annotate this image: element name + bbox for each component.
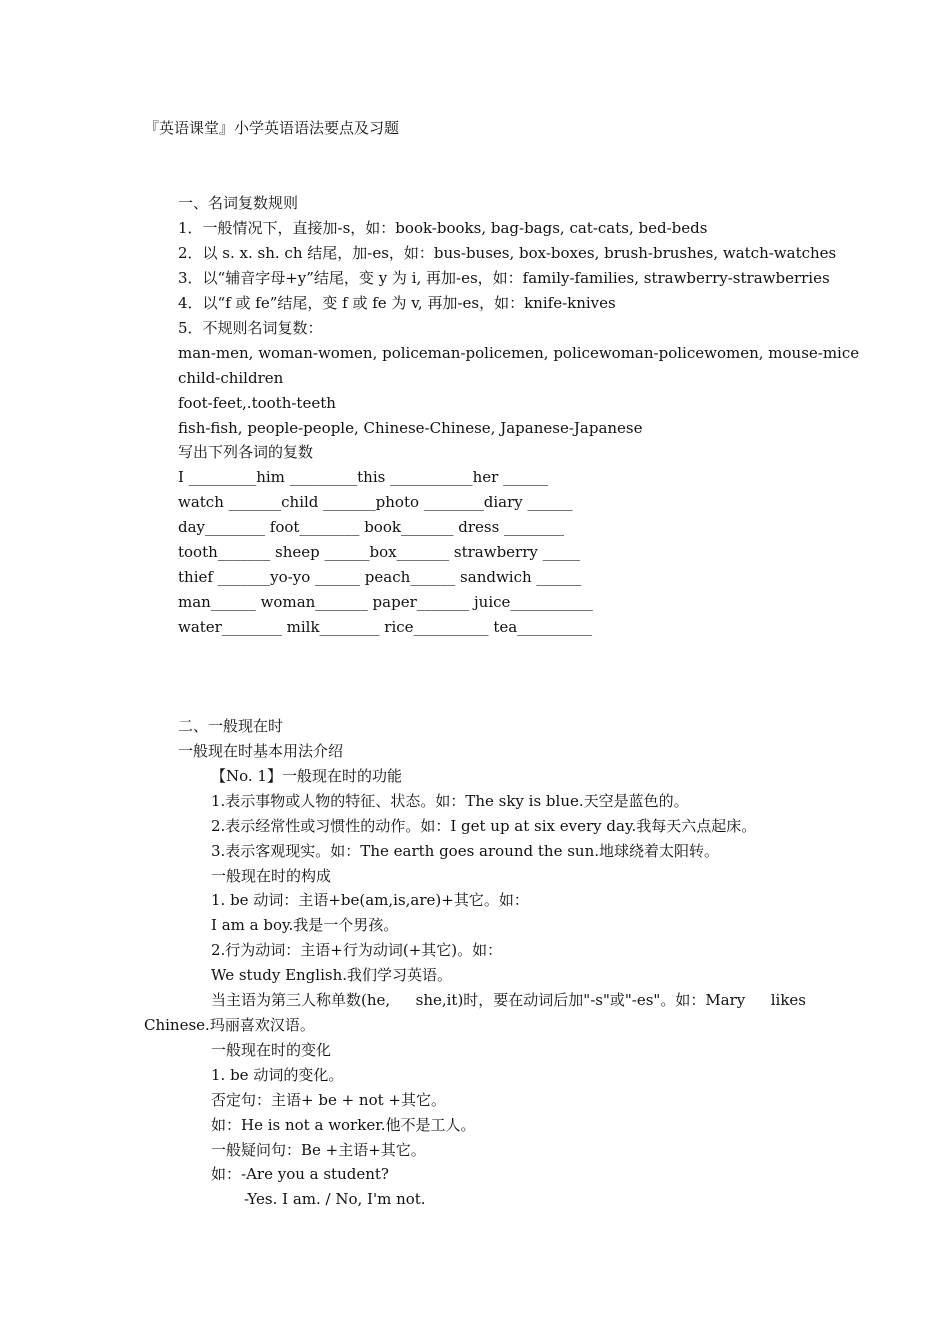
verb-rule: 2.行为动词：主语+行为动词(+其它)。如： [211, 941, 503, 959]
verb-example: We study English.我们学习英语。 [211, 966, 453, 984]
exercise-row: I _________him _________this ___________her ______ [178, 468, 549, 486]
plural-rule-2: 2．以 s. x. sh. ch 结尾，加-es，如：bus-buses, box-boxes, brush-brushes, watch-watches [178, 244, 837, 262]
section2-heading: 二、一般现在时 [178, 717, 284, 735]
irregular-plural-line: foot-feet,.tooth-teeth [178, 394, 336, 412]
question-example: 如：-Are you a student? [211, 1165, 389, 1183]
irregular-plural-line: fish-fish, people-people, Chinese-Chinese, Japanese-Japanese [178, 419, 643, 437]
question-rule: 一般疑问句：Be +主语+其它。 [211, 1141, 426, 1159]
plural-rule-5: 5．不规则名词复数： [178, 319, 323, 337]
function-item: 1.表示事物或人物的特征、状态。如：The sky is blue.天空是蓝色的。 [211, 792, 689, 810]
exercise-title: 写出下列各词的复数 [178, 443, 314, 461]
be-example: I am a boy.我是一个男孩。 [211, 916, 399, 934]
third-person-word: she,it)时，要在动词后加"-s"或"-es"。如：Mary [415, 991, 746, 1009]
irregular-plural-line: child-children [178, 369, 284, 387]
plural-rule-4: 4．以“f 或 fe”结尾，变 f 或 fe 为 v, 再加-es，如：knife-knives [178, 294, 616, 312]
third-person-continuation: Chinese.玛丽喜欢汉语。 [144, 1016, 315, 1034]
change-title: 一般现在时的变化 [211, 1041, 332, 1059]
function-item: 3.表示客观现实。如：The earth goes around the sun.地球绕着太阳转。 [211, 842, 720, 860]
structure-title: 一般现在时的构成 [211, 867, 332, 885]
exercise-row: water________ milk________ rice__________ tea__________ [178, 618, 593, 636]
no1-heading: 【No. 1】一般现在时的功能 [211, 767, 402, 785]
exercise-row: watch _______child _______photo ________diary ______ [178, 493, 573, 511]
exercise-row: thief _______yo-yo ______ peach______ sandwich ______ [178, 568, 582, 586]
answer-example: -Yes. I am. / No, I'm not. [244, 1190, 426, 1208]
exercise-row: tooth_______ sheep ______box_______ strawberry _____ [178, 543, 581, 561]
third-person-rule [211, 990, 806, 1010]
negative-rule: 否定句：主语+ be + not +其它。 [211, 1091, 446, 1109]
document-title: 『英语课堂』小学英语语法要点及习题 [144, 119, 400, 137]
third-person-word: 当主语为第三人称单数(he, [211, 991, 391, 1009]
irregular-plural-line: man-men, woman-women, policeman-policemen, policewoman-policewomen, mouse-mice [178, 344, 860, 362]
exercise-row: man______ woman_______ paper_______ juice___________ [178, 593, 593, 611]
section2-intro: 一般现在时基本用法介绍 [178, 742, 344, 760]
function-item: 2.表示经常性或习惯性的动作。如：I get up at six every day.我每天六点起床。 [211, 817, 757, 835]
third-person-word: likes [770, 991, 806, 1009]
be-rule: 1. be 动词：主语+be(am,is,are)+其它。如： [211, 891, 529, 909]
negative-example: 如：He is not a worker.他不是工人。 [211, 1116, 476, 1134]
plural-rule-1: 1．一般情况下，直接加-s，如：book-books, bag-bags, cat-cats, bed-beds [178, 219, 708, 237]
section1-heading: 一、名词复数规则 [178, 194, 299, 212]
be-change: 1. be 动词的变化。 [211, 1066, 344, 1084]
exercise-row: day________ foot________ book_______ dress ________ [178, 518, 565, 536]
plural-rule-3: 3．以“辅音字母+y”结尾，变 y 为 i, 再加-es，如：family-families, strawberry-strawberries [178, 269, 830, 287]
